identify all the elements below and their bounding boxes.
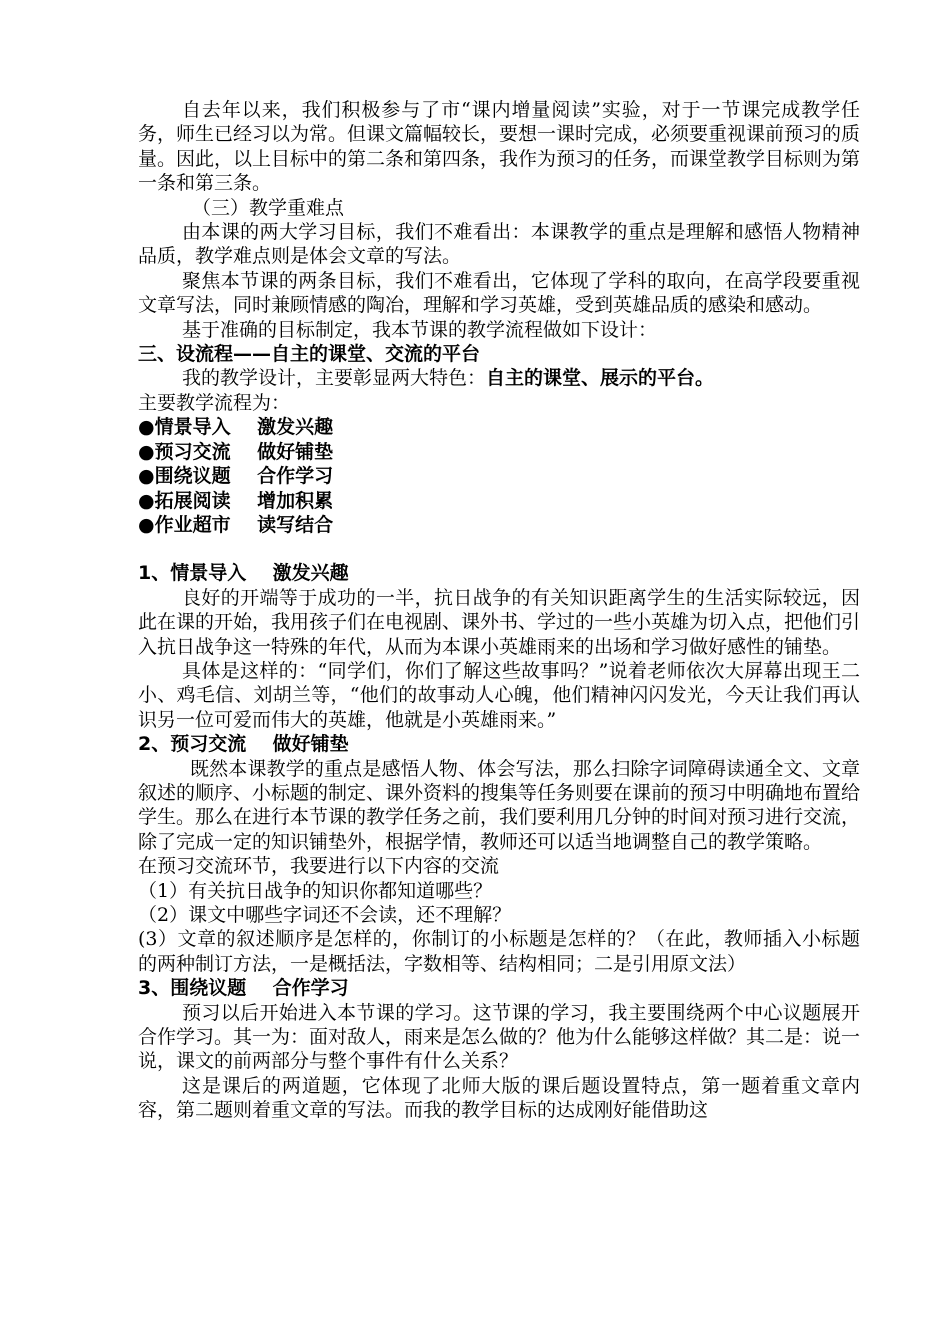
paragraph-intro: 自去年以来，我们积极参与了市“课内增量阅读”实验，对于一节课完成教学任务，师生已经习以为常。但课文篇幅较长，要想一课时完成，必须要重视课前预习的质量。因此，以上目标中的第二条和第四条，我作为预习的任务，而课堂教学目标则为第一条和第三条。: [138, 99, 861, 195]
paragraph-step-one-intro: 良好的开端等于成功的一半，抗日战争的有关知识距离学生的生活实际较远，因此在课的开始，我用孩子们在电视剧、课外书、学过的一些小英雄为切入点，把他们引入抗日战争这一特殊的年代，从而为本课小英雄雨来的出场和学习做好感性的铺垫。: [138, 586, 861, 658]
flow-item: [138, 489, 860, 513]
paragraph-step-three-detail: 这是课后的两道题，它体现了北师大版的课后题设置特点，第一题着重文章内容，第二题则着重文章的写法。而我的教学目标的达成刚好能借助这: [138, 1074, 860, 1122]
heading-section-three: 三、设流程——自主的课堂、交流的平台: [138, 343, 481, 366]
paragraph-key-points: 由本课的两大学习目标，我们不难看出：本课教学的重点是理解和感悟人物精神品质，教学难点则是体会文章的写法。: [138, 221, 860, 268]
question-item: （2）课文中哪些字词还不会读，还不理解？: [138, 904, 512, 926]
flow-item-goal: 读写结合: [257, 513, 334, 536]
flow-item-step: ●拓展阅读: [138, 489, 231, 512]
flow-item: [138, 464, 860, 488]
paragraph-step-two-intro: 既然本课教学的重点是感悟人物、体会写法，那么扫除字词障碍读通全文、文章叙述的顺序、小标题的制定、课外资料的搜集等任务则要在课前的预习中明确地布置给学生。那么在进行本节课的教学任务之前，我们要利用几分钟的时间对预习进行交流，除了完成一定的知识铺垫外，根据学情，教师还可以适当地调整自己的教学策略。: [138, 757, 861, 853]
flow-item: [138, 440, 860, 464]
question-item: (3）文章的叙述顺序是怎样的，你制订的小标题是怎样的？（在此，教师插入小标题的两种制订方法，一是概括法，字数相等、结构相同；二是引用原文法）: [138, 928, 860, 975]
flow-item-goal: 增加积累: [257, 489, 334, 512]
features-bold-text: 自主的课堂、展示的平台。: [486, 367, 715, 390]
features-lead-text: 我的教学设计，主要彰显两大特色：: [182, 367, 487, 390]
heading-step-two: 2、预习交流 做好铺垫: [138, 733, 349, 756]
flow-item-step: ●预习交流: [138, 440, 231, 463]
question-item: （1）有关抗日战争的知识你都知道哪些？: [138, 879, 493, 902]
flow-item: [138, 513, 860, 537]
heading-step-one: 1、情景导入 激发兴趣: [138, 562, 349, 585]
flow-list: [138, 415, 860, 537]
heading-step-three: 3、围绕议题 合作学习: [138, 977, 349, 1000]
paragraph-step-one-example: 具体是这样的：“同学们，你们了解这些故事吗？”说着老师依次大屏幕出现王二小、鸡毛信、刘胡兰等，“他们的故事动人心魄，他们精神闪闪发光，今天让我们再认识另一位可爱而伟大的英雄，他就是小英雄雨来。”: [138, 659, 860, 731]
paragraph-step-three-intro: 预习以后开始进入本节课的学习。这节课的学习，我主要围绕两个中心议题展开合作学习。其一为：面对敌人，雨来是怎么做的？他为什么能够这样做？其二是：说一说，课文的前两部分与整个事件有什么关系？: [138, 1001, 861, 1073]
paragraph-main-flow: 主要教学流程为：: [138, 391, 291, 414]
flow-item-step: ●围绕议题: [138, 465, 231, 488]
flow-item-goal: 激发兴趣: [257, 416, 334, 439]
subheading-key-difficult-points: （三）教学重难点: [192, 196, 345, 219]
paragraph-step-two-lead: 在预习交流环节，我要进行以下内容的交流: [138, 855, 500, 878]
flow-item-goal: 合作学习: [257, 465, 334, 488]
flow-item-step: ●作业超市: [138, 513, 231, 536]
flow-item-goal: 做好铺垫: [257, 440, 334, 463]
blank-line: [138, 537, 860, 561]
paragraph-flow-design: 基于准确的目标制定，我本节课的教学流程做如下设计：: [182, 318, 658, 341]
paragraph-features: [138, 366, 860, 390]
document-page: [138, 98, 860, 1123]
flow-item: [138, 415, 860, 439]
paragraph-focus-goals: 聚焦本节课的两条目标，我们不难看出，它体现了学科的取向，在高学段要重视文章写法，同时兼顾情感的陶冶，理解和学习英雄，受到英雄品质的感染和感动。: [138, 269, 860, 317]
flow-item-step: ●情景导入: [138, 416, 231, 439]
